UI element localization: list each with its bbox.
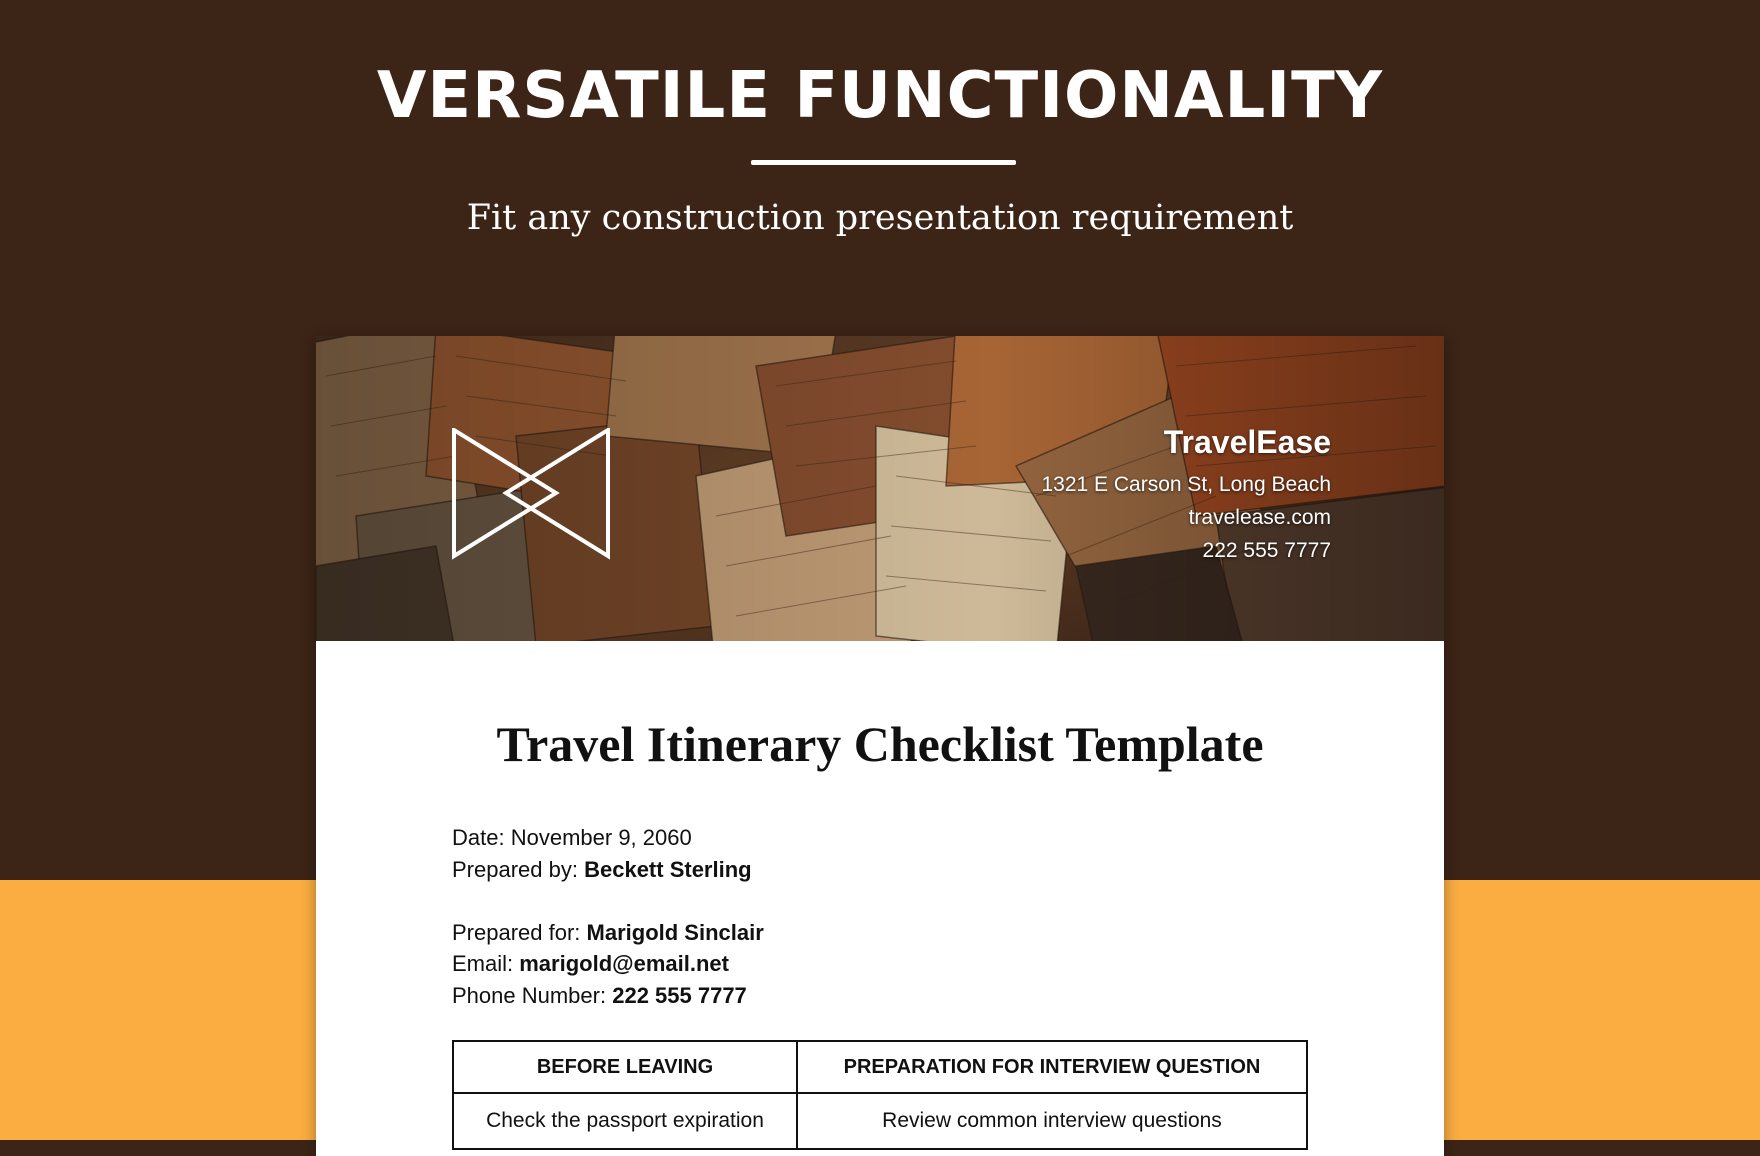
headline-divider: [751, 160, 1016, 165]
document-banner: [316, 336, 1444, 641]
prepared-by-line: [452, 854, 764, 886]
hero-headline: VERSATILE FUNCTIONALITY: [376, 59, 1384, 133]
bowtie-triangles-logo-icon: [452, 428, 612, 560]
email-label: Email:: [452, 951, 514, 976]
prepared-for-line: [452, 917, 764, 949]
table-header-row: [453, 1041, 1307, 1093]
email-value[interactable]: marigold@email.net: [519, 951, 729, 976]
prepared-for-value: Marigold Sinclair: [586, 919, 764, 945]
hero-subheadline: Fit any construction presentation requirement: [466, 198, 1294, 238]
table-cell: Review common interview questions: [797, 1093, 1307, 1149]
company-website[interactable]: travelease.com: [1188, 506, 1331, 529]
company-address: 1321 E Carson St, Long Beach: [1041, 473, 1331, 496]
metadata-spacer: [452, 885, 764, 917]
date-label: Date:: [452, 825, 505, 850]
prepared-for-label: Prepared for:: [452, 919, 581, 945]
email-line: [452, 948, 764, 980]
document-title: Travel Itinerary Checklist Template: [496, 716, 1264, 772]
phone-label: Phone Number:: [452, 982, 607, 1008]
company-name: TravelEase: [1163, 424, 1331, 460]
date-value: November 9, 2060: [510, 825, 692, 850]
phone-line: [452, 980, 764, 1012]
prepared-by-value: Beckett Sterling: [584, 856, 752, 882]
table-row: [453, 1093, 1307, 1149]
phone-value: 222 555 7777: [612, 982, 747, 1008]
date-line: [452, 822, 764, 854]
company-info: [1041, 422, 1331, 567]
header-interview-preparation: PREPARATION FOR INTERVIEW QUESTION: [797, 1041, 1307, 1093]
checklist-table: [452, 1040, 1308, 1150]
company-phone: 222 555 7777: [1202, 539, 1331, 562]
prepared-by-label: Prepared by:: [452, 856, 578, 882]
document-metadata: [452, 822, 764, 1011]
table-cell: Check the passport expiration: [453, 1093, 797, 1149]
header-before-leaving: BEFORE LEAVING: [453, 1041, 797, 1093]
document-preview: [316, 336, 1444, 1156]
